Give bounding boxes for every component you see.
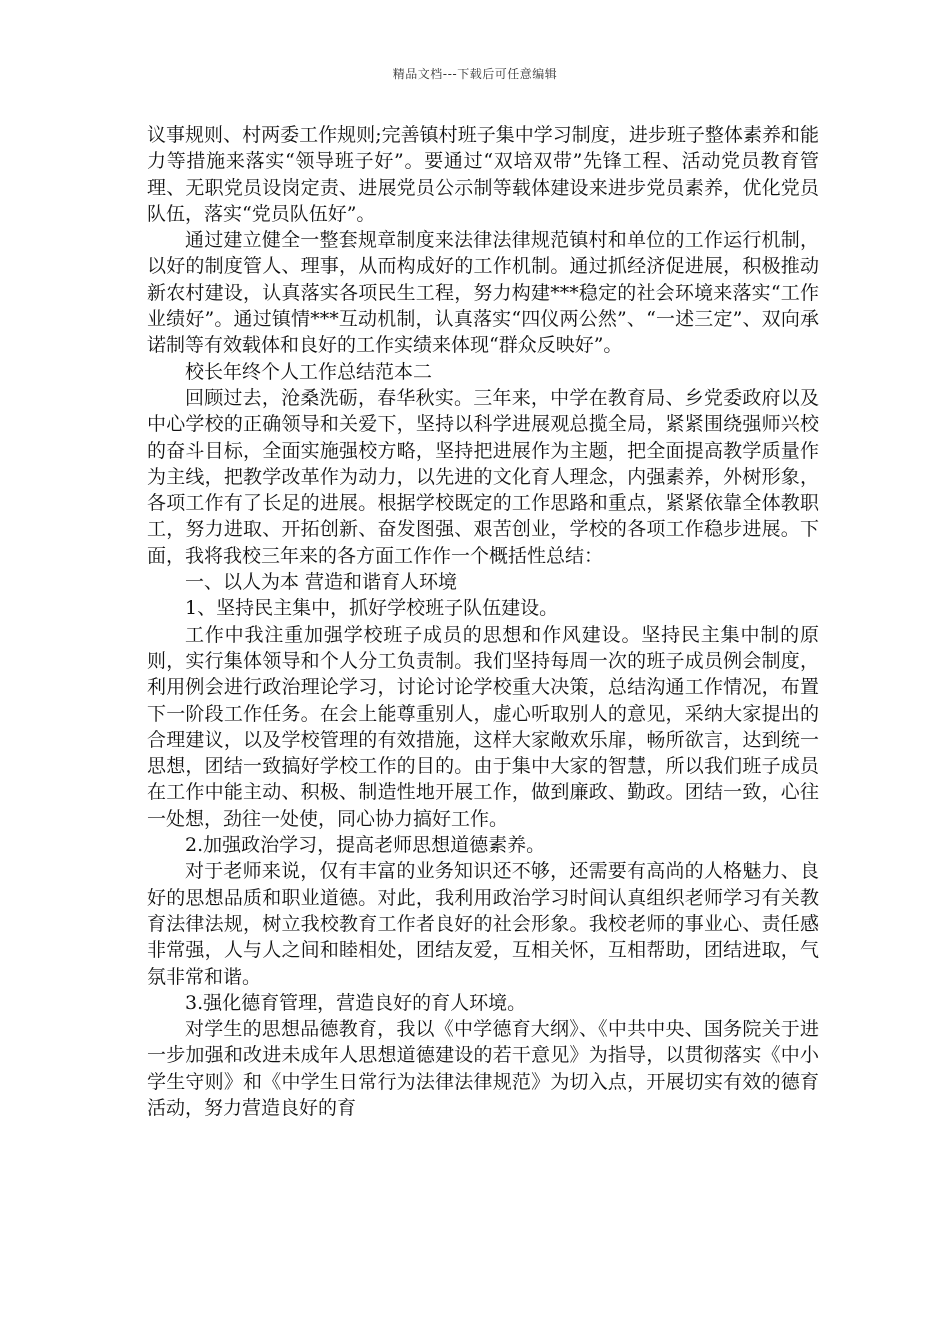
subsection-heading: 2.加强政治学习，提高老师思想道德素养。	[185, 834, 546, 857]
section-heading: 一、以人为本 营造和谐育人环境	[185, 571, 458, 594]
subsection-heading: 1、坚持民主集中，抓好学校班子队伍建设。	[185, 597, 559, 620]
subsection-heading: 3.强化德育管理，营造良好的育人环境。	[185, 991, 527, 1014]
paragraph: 通过建立健全一整套规章制度来法律法律规范镇村和单位的工作运行机制，以好的制度管人、理事，从而构成好的工作机制。通过抓经济促进展，积极推动新农村建设，认真落实各项民生工程，努力构建***稳定的社会环境来落实“工作业绩好”。通过镇情***互动机制，认真落实“四仪两公然”、“一述三定”、双向承诺制等有效载体和良好的工作实绩来体现“群众反映好”。	[147, 229, 819, 357]
paragraph: 工作中我注重加强学校班子成员的思想和作风建设。坚持民主集中制的原则，实行集体领导和个人分工负责制。我们坚持每周一次的班子成员例会制度，利用例会进行政治理论学习，讨论讨论学校重大决策，总结沟通工作情况，布置下一阶段工作任务。在会上能尊重别人，虚心听取别人的意见，采纳大家提出的合理建议，以及学校管理的有效措施，这样大家敞欢乐扉，畅所欲言，达到统一思想，团结一致搞好学校工作的目的。由于集中大家的智慧，所以我们班子成员在工作中能主动、积极、制造性地开展工作，做到廉政、勤政。团结一致，心往一处想，劲往一处使，同心协力搞好工作。	[147, 623, 819, 830]
paragraph: 对于老师来说，仅有丰富的业务知识还不够，还需要有高尚的人格魅力、良好的思想品质和职业道德。对此，我利用政治学习时间认真组织老师学习有关教育法律法规，树立我校教育工作者良好的社会形象。我校老师的事业心、责任感非常强，人与人之间和睦相处，团结友爱，互相关怀，互相帮助，团结进取，气氛非常和谐。	[147, 860, 819, 988]
page-header: 精品文档---下载后可任意编辑	[392, 67, 558, 81]
paragraph: 对学生的思想品德教育，我以《中学德育大纲》、《中共中央、国务院关于进一步加强和改进未成年人思想道德建设的若干意见》为指导，以贯彻落实《中小学生守则》和《中学生日常行为法律法律规范》为切入点，开展切实有效的德育活动，努力营造良好的育	[147, 1018, 819, 1119]
paragraph-continued: 议事规则、村两委工作规则;完善镇村班子集中学习制度，进步班子整体素养和能力等措施来落实“领导班子好”。要通过“双培双带”先锋工程、活动党员教育管理、无职党员设岗定责、进展党员公示制等载体建设来进步党员素养，优化党员队伍，落实“党员队伍好”。	[147, 124, 819, 225]
paragraph: 回顾过去，沧桑洗砺，春华秋实。三年来，中学在教育局、乡党委政府以及中心学校的正确领导和关爱下，坚持以科学进展观总揽全局，紧紧围绕强师兴校的奋斗目标，全面实施强校方略，坚持把进展作为主题，把全面提高教学质量作为主线，把教学改革作为动力，以先进的文化育人理念，内强素养，外树形象，各项工作有了长足的进展。根据学校既定的工作思路和重点，紧紧依靠全体教职工，努力进取、开拓创新、奋发图强、艰苦创业，学校的各项工作稳步进展。下面，我将我校三年来的各方面工作作一个概括性总结：	[147, 386, 819, 567]
section-title: 校长年终个人工作总结范本二	[185, 360, 433, 383]
document-body	[147, 122, 819, 1121]
